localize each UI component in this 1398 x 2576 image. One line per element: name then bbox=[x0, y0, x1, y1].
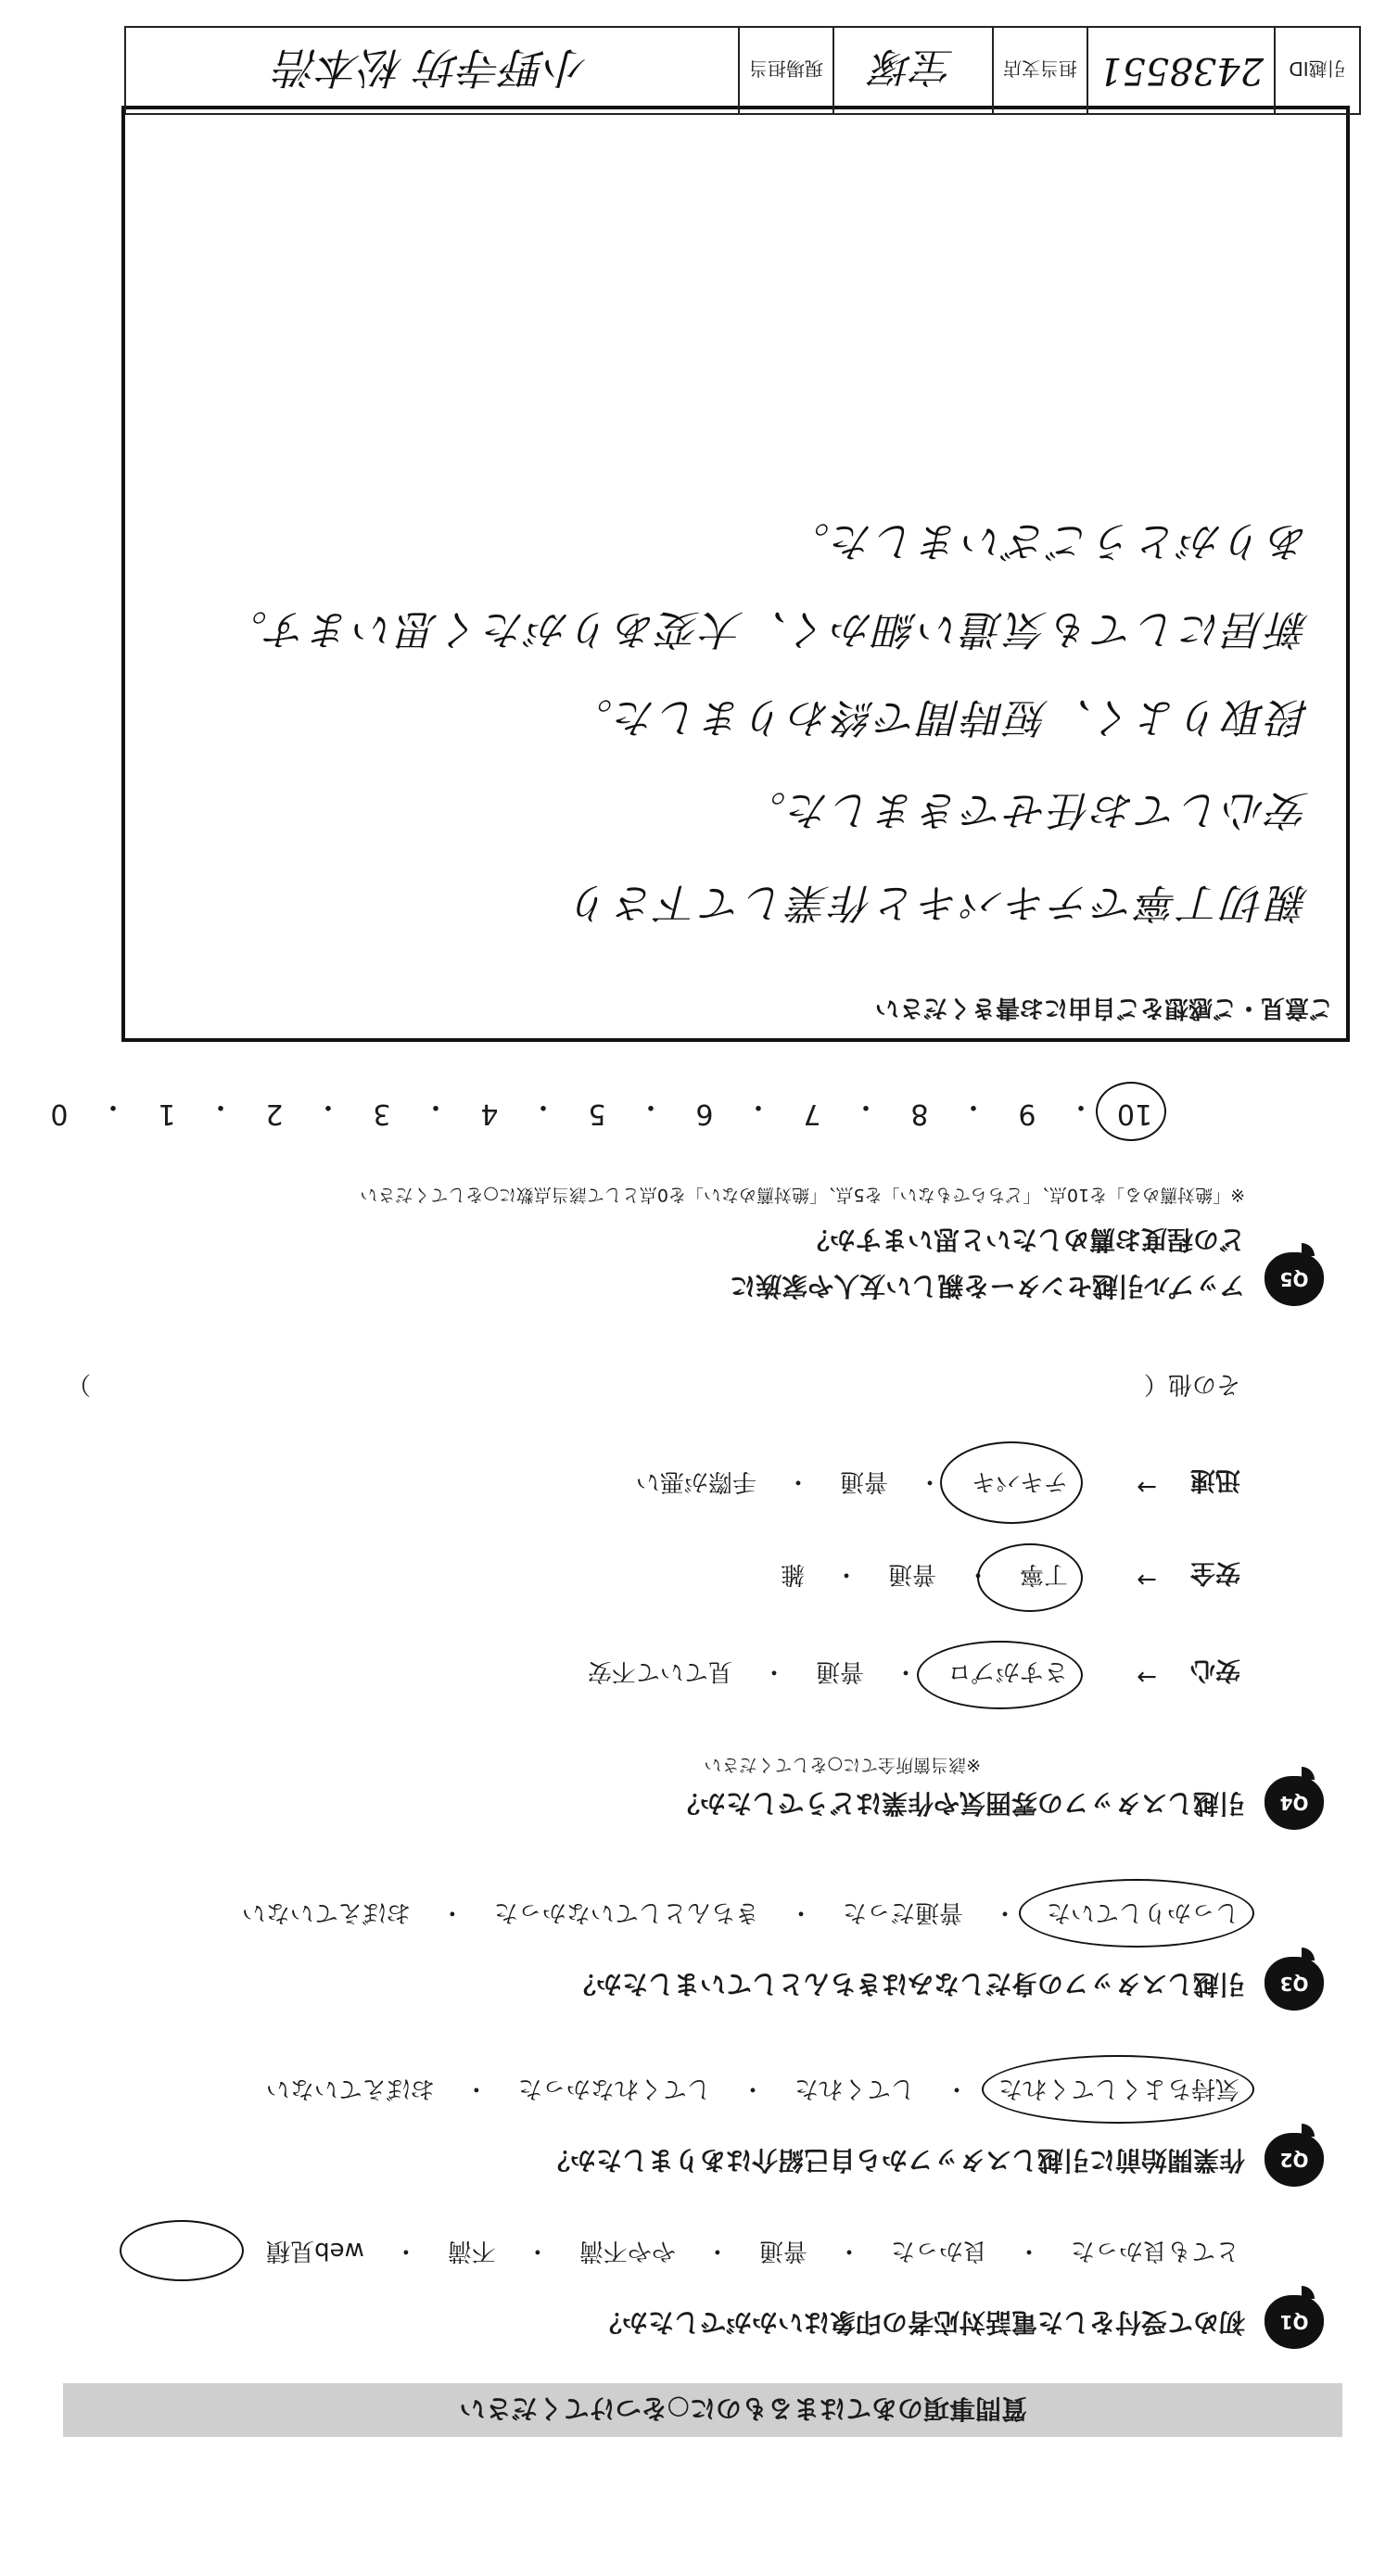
q5-score-3[interactable]: 3 bbox=[373, 1098, 391, 1130]
header-value-branch: 宝塚 bbox=[832, 28, 992, 113]
q2-option-1[interactable]: 気持ちよくしてくれた bbox=[998, 2075, 1239, 2102]
q5-score-7[interactable]: 7 bbox=[803, 1098, 821, 1130]
instruction-band bbox=[63, 2383, 1342, 2437]
q1-badge: Q1 bbox=[1265, 2295, 1324, 2349]
q4-other-label: その他（ bbox=[1143, 1370, 1240, 1398]
q3-question: 引越しスタッフの身だしなみはきちんとしていましたか？ bbox=[569, 1969, 1245, 1999]
q5-score-9[interactable]: 9 bbox=[1018, 1098, 1036, 1130]
comment-line-5: ありがとうございました。 bbox=[786, 517, 1309, 565]
q2-option-3[interactable]: してくれなかった bbox=[517, 2075, 711, 2102]
q5-selection-circle bbox=[1096, 1082, 1166, 1141]
q4-row-label-迅速: 迅速 bbox=[1190, 1466, 1240, 1494]
comment-line-3: 段取りよく、短時間で終わりました。 bbox=[568, 693, 1309, 741]
q5-question-line2: どの程度お薦めしたいと思いますか？ bbox=[803, 1225, 1245, 1255]
q1-option-2[interactable]: 良かった bbox=[890, 2237, 987, 2265]
q1-option-6[interactable]: web見積 bbox=[266, 2237, 364, 2265]
comment-line-1: 親切丁寧でテキパキと作業して下さり bbox=[568, 879, 1309, 926]
q4-迅速-option-1[interactable]: テキパキ bbox=[971, 1467, 1068, 1495]
q5-score-2[interactable]: 2 bbox=[265, 1098, 284, 1130]
q1-option-1[interactable]: とても良かった bbox=[1070, 2237, 1239, 2265]
q5-score-0[interactable]: 0 bbox=[50, 1098, 69, 1130]
q3-option-4[interactable]: おぼえていない bbox=[241, 1898, 411, 1926]
q2-option-4[interactable]: おぼえていない bbox=[265, 2075, 435, 2102]
comment-box[interactable] bbox=[121, 106, 1350, 1042]
q5-score-1[interactable]: 1 bbox=[158, 1098, 176, 1130]
header-label-person: 現場担当 bbox=[738, 28, 832, 113]
q5-score-10[interactable]: 10 bbox=[1116, 1098, 1153, 1130]
header-table bbox=[124, 26, 1361, 115]
q2-options: 気持ちよくしてくれた ・ してくれた ・ してくれなかった ・ おぼえていない bbox=[261, 2074, 1245, 2108]
q5-score-6[interactable]: 6 bbox=[695, 1098, 714, 1130]
q1-option-5[interactable]: 不満 bbox=[447, 2237, 496, 2265]
q4-row-arrow-迅速: → bbox=[1137, 1473, 1157, 1501]
q4-row-options-安全: 丁寧 ・ 普通 ・ 雑 bbox=[775, 1559, 1074, 1593]
q4-安心-option-2[interactable]: 普通 bbox=[815, 1657, 864, 1685]
q5-score-5[interactable]: 5 bbox=[588, 1098, 606, 1130]
comment-line-4: 新居にしても気遣い細かく、大変ありがたく思います。 bbox=[223, 605, 1309, 653]
header-value-id: 2438551 bbox=[1087, 28, 1274, 113]
q4-迅速-option-3[interactable]: 手際が悪い bbox=[635, 1467, 756, 1495]
q5-scale: 10 ・ 9 ・ 8 ・ 7 ・ 6 ・ 5 ・ 4 ・ 3 ・ 2 ・ 1 ・ 0 bbox=[32, 1089, 1162, 1130]
q4-迅速-option-2[interactable]: 普通 bbox=[839, 1467, 888, 1495]
q4-badge: Q4 bbox=[1265, 1776, 1324, 1830]
q4-安全-selection-circle bbox=[977, 1543, 1083, 1612]
q3-option-1[interactable]: しっかりしていた bbox=[1046, 1898, 1239, 1926]
q5-question-line1: アップル引越センターを親しい友人や家族に bbox=[730, 1271, 1245, 1301]
q4-other bbox=[1144, 1369, 1240, 1403]
q2-badge: Q2 bbox=[1265, 2133, 1324, 2187]
q4-row-label-安心: 安心 bbox=[1190, 1656, 1240, 1684]
q4-安全-option-2[interactable]: 普通 bbox=[887, 1560, 936, 1588]
header-value-person: 小野寺坊 松本浩 bbox=[275, 43, 589, 93]
q4-row-label-安全: 安全 bbox=[1190, 1558, 1240, 1587]
q4-安全-option-1[interactable]: 丁寧 bbox=[1019, 1560, 1068, 1588]
q2-selection-circle bbox=[982, 2055, 1254, 2124]
comment-box-title: ご意見・ご感想をご自由にお書きください bbox=[874, 994, 1333, 1022]
header-label-branch: 担当支店 bbox=[992, 28, 1087, 113]
q3-selection-circle bbox=[1019, 1879, 1254, 1948]
q3-options: しっかりしていた ・ 普通だった ・ きちんとしていなかった ・ おぼえていない bbox=[236, 1897, 1245, 1932]
q4-note: ※該当箇所全てに○をしてください bbox=[704, 1755, 981, 1775]
q4-row-arrow-安心: → bbox=[1137, 1663, 1157, 1691]
q4-row-arrow-安全: → bbox=[1137, 1566, 1157, 1593]
header-label-id: 引越ID bbox=[1274, 28, 1359, 113]
q2-question: 作業開始前に引越しスタッフから自己紹介はありましたか？ bbox=[543, 2145, 1245, 2176]
q4-安心-option-1[interactable]: さすがプロ bbox=[947, 1657, 1068, 1685]
q1-option-4[interactable]: やや不満 bbox=[578, 2237, 676, 2265]
instruction-text: 質問事項のあてはまるものに○をつけてください bbox=[459, 2393, 1027, 2424]
q4-question: 引越しスタッフの雰囲気や作業はどうでしたか？ bbox=[673, 1788, 1245, 1819]
q5-note: ※「絶対薦める」を10点、「どちらでもない」を5点、「絶対薦めない」を0点として該当点数に○をしてください bbox=[360, 1185, 1245, 1205]
q5-score-8[interactable]: 8 bbox=[910, 1098, 929, 1130]
q5-badge: Q5 bbox=[1265, 1252, 1324, 1306]
q4-row-options-安心: さすがプロ ・ 普通 ・ 見ていて不安 bbox=[582, 1656, 1074, 1691]
q1-options: とても良かった ・ 良かった ・ 普通 ・ やや不満 ・ 不満 ・ web見積 bbox=[261, 2236, 1245, 2270]
q4-安心-selection-circle bbox=[917, 1641, 1083, 1709]
q4-安全-option-3[interactable]: 雑 bbox=[780, 1560, 805, 1588]
q2-option-2[interactable]: してくれた bbox=[794, 2075, 915, 2102]
q4-安心-option-3[interactable]: 見ていて不安 bbox=[587, 1657, 732, 1685]
q4-other-close: ） bbox=[66, 1370, 91, 1398]
q3-option-2[interactable]: 普通だった bbox=[842, 1898, 963, 1926]
q4-row-options-迅速: テキパキ ・ 普通 ・ 手際が悪い bbox=[630, 1466, 1074, 1501]
q1-question: 初めて受付をした電話対応者の印象はいかがでしたか？ bbox=[595, 2307, 1245, 2338]
comment-line-2: 安心してお任せできました。 bbox=[743, 786, 1309, 833]
q1-option-3[interactable]: 普通 bbox=[758, 2237, 807, 2265]
q3-badge: Q3 bbox=[1265, 1957, 1324, 2011]
q5-score-4[interactable]: 4 bbox=[480, 1098, 499, 1130]
q3-option-3[interactable]: きちんとしていなかった bbox=[493, 1898, 759, 1926]
q1-selection-circle bbox=[120, 2220, 244, 2281]
q4-迅速-selection-circle bbox=[940, 1441, 1083, 1524]
